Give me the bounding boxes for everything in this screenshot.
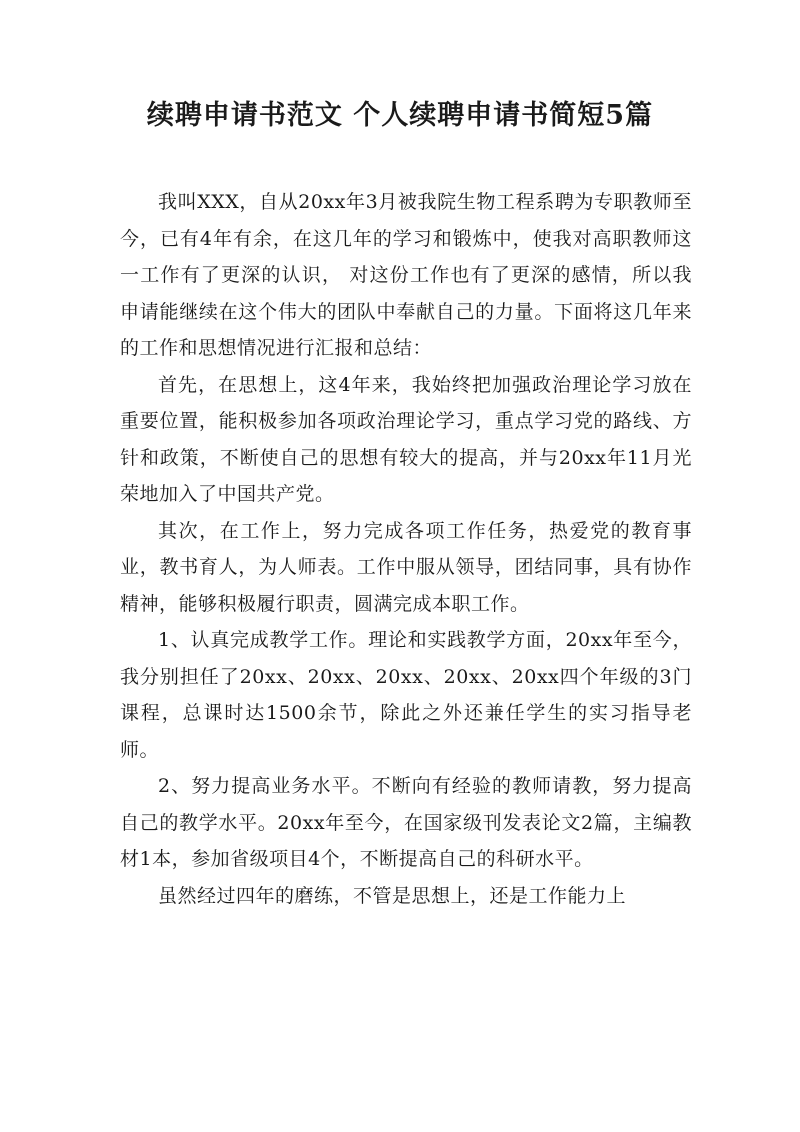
paragraph-teaching: 1、认真完成教学工作。理论和实践教学方面，20xx年至今，我分别担任了20xx、20xx、20xx、20xx、20xx四个年级的3门课程，总课时达1500余节，除此之外还兼任学生的实习指导老师。: [120, 629, 692, 761]
paragraph-closing: 虽然经过四年的磨练，不管是思想上，还是工作能力上: [158, 884, 627, 907]
paragraph-professional: 2、努力提高业务水平。不断向有经验的教师请教，努力提高自己的教学水平。20xx年至今，在国家级刊发表论文2篇，主编教材1本，参加省级项目4个，不断提高自己的科研水平。: [120, 775, 692, 870]
paragraph-intro: 我叫XXX，自从20xx年3月被我院生物工程系聘为专职教师至今，已有4年有余，在这几年的学习和锻炼中，使我对高职教师这一工作有了更深的认识， 对这份工作也有了更深的感情，所以我申请能继续在这个伟大的团队中奉献自己的力量。下面将这几年来的工作和思想情况进行汇报和总结：: [120, 191, 692, 359]
paragraph-thought: 首先，在思想上，这4年来，我始终把加强政治理论学习放在重要位置，能积极参加各项政治理论学习，重点学习党的路线、方针和政策，不断使自己的思想有较大的提高，并与20xx年11月光荣地加入了中国共产党。: [120, 373, 692, 505]
paragraph-work: 其次，在工作上，努力完成各项工作任务，热爱党的教育事业，教书育人，为人师表。工作中服从领导，团结同事，具有协作精神，能够积极履行职责，圆满完成本职工作。: [120, 519, 692, 615]
document-title: 续聘申请书范文 个人续聘申请书简短5篇: [146, 100, 654, 131]
document-body: [120, 184, 692, 914]
